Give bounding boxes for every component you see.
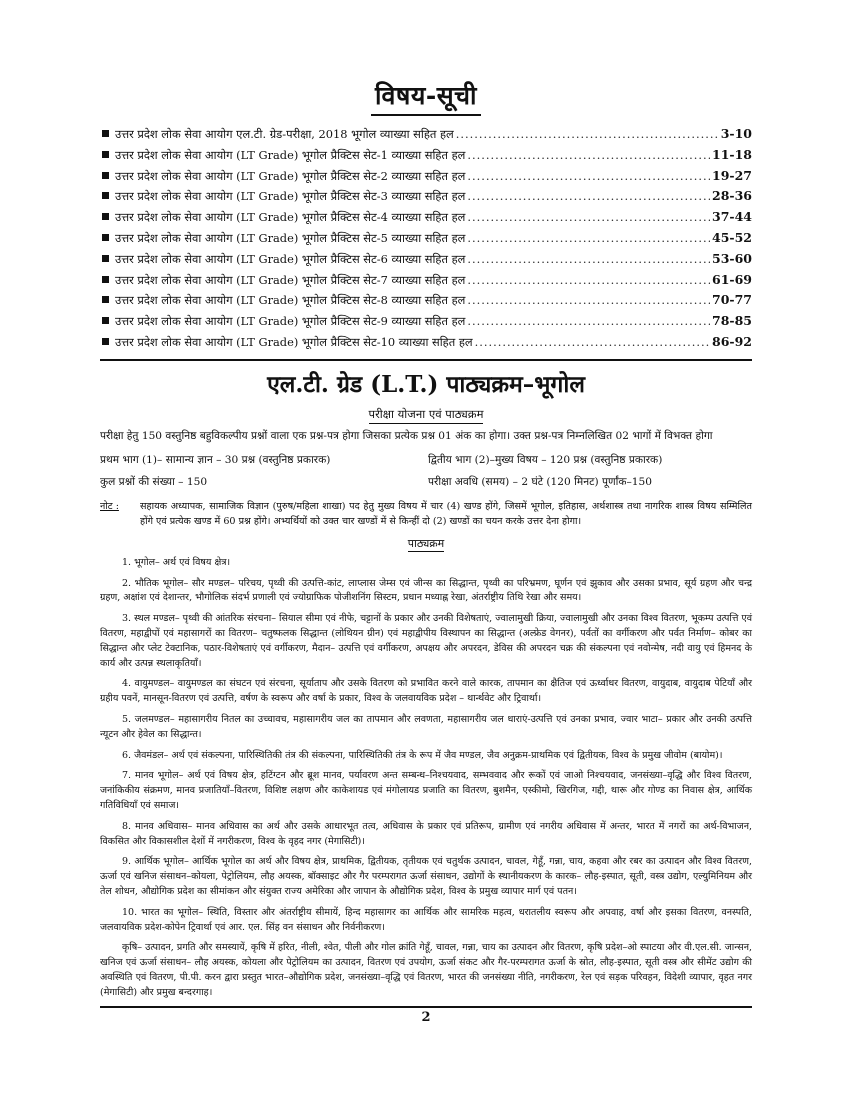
exam-duration: परीक्षा अवधि (समय) – 2 घंटे (120 मिनट) पूर्णांक–150 — [428, 475, 653, 488]
toc-item-title: उत्तर प्रदेश लोक सेवा आयोग (LT Grade) भूगोल प्रैक्टिस सेट-5 व्याख्या सहित हल — [115, 230, 466, 245]
toc-item-title: उत्तर प्रदेश लोक सेवा आयोग (LT Grade) भूगोल प्रैक्टिस सेट-3 व्याख्या सहित हल — [115, 189, 466, 204]
toc-item — [100, 124, 752, 145]
toc-item-pages: 86-92 — [712, 333, 752, 349]
toc-leader-dots — [475, 333, 710, 353]
square-bullet-icon — [102, 130, 109, 137]
toc-item-pages: 3-10 — [720, 126, 752, 141]
scheme-heading: परीक्षा योजना एवं पाठ्यक्रम — [369, 407, 484, 424]
toc-leader-dots — [467, 312, 710, 332]
note-text: सहायक अध्यापक, सामाजिक विज्ञान (पुरुष/महिला शाखा) पद हेतु मुख्य विषय में चार (4) खण्ड होंगे, जिसमें भूगोल, इतिहास, अर्थशास्त्र तथा नागरिक शास्त्र विषय सम्मिलित होंगे एवं प्रत्येक खण्ड में 60 प्रश्न होंगे। अभ्यर्थियों को उक्त चार खण्डों में से किन्हीं दो (2) खण्डों का चयन करके उत्तर देना होगा। — [140, 500, 752, 528]
toc-item-title: उत्तर प्रदेश लोक सेवा आयोग (LT Grade) भूगोल प्रैक्टिस सेट-7 व्याख्या सहित हल — [115, 272, 466, 287]
toc-item-pages: 45-52 — [712, 229, 752, 245]
syllabus-title: एल.टी. ग्रेड (L.T.) पाठ्यक्रम–भूगोल — [267, 370, 585, 398]
toc-item — [100, 270, 752, 291]
square-bullet-icon — [102, 213, 109, 220]
exam-intro: परीक्षा हेतु 150 वस्तुनिष्ठ बहुविकल्पीय प्रश्नों वाला एक प्रश्न-पत्र होगा जिसका प्रत्येक प्रश्न 01 अंक का होगा। उक्त प्रश्न-पत्र निम्नलिखित 02 भागों में विभक्त होगा — [100, 429, 713, 442]
square-bullet-icon — [102, 338, 109, 345]
syllabus-section: 3. स्थल मण्डल– पृथ्वी की आंतरिक संरचना– सियाल सीमा एवं नीफे, चट्टानों के प्रकार और उनकी विशेषताएं, ज्वालामुखी क्रिया, ज्वालामुखी और उनका विश्व वितरण, भूकम्प उत्पत्ति एवं वितरण, महाद्वीपों एवं महासागरों का वितरण– चतुष्फलक सिद्धान्त (लोथियन ग्रीन) एवं महाद्वीपीय विस्थापन का सिद्धान्त (अल्फ्रेड वेगनर), पर्वतों का वर्गीकरण और पर्वत निर्माण– कोबर का सिद्धान्त और प्लेट टेक्टानिक, पठार-विशेषताएं एवं वर्गीकरण, मैदान– उत्पत्ति एवं वर्गीकरण, अपक्षय और अपरदन, डेविस की अपरदन चक्र की संकल्पना एवं नवोन्मेष, नदी वायु एवं हिमनद के कार्य और उत्पन्न स्थलाकृतियाँ। — [100, 613, 752, 669]
exam-totals-row — [100, 471, 752, 493]
syllabus-section: 10. भारत का भूगोल– स्थिति, विस्तार और अंतर्राष्ट्रीय सीमायें, हिन्द महासागर का आर्थिक और सामरिक महत्व, धरातलीय स्वरूप और अपवाह, वर्षा और इसका वितरण, वनस्पति, जलवायविक प्रदेश-कोपेन ट्रिवार्था एवं आर. एल. सिंह वन संसाधन और निर्वनीकरण। — [100, 906, 752, 933]
toc-item-pages: 37-44 — [712, 209, 752, 225]
syllabus-section: 4. वायुमण्डल– वायुमण्डल का संघटन एवं संरचना, सूर्याताप और उसके वितरण को प्रभावित करने वाले कारक, तापमान का क्षैतिज एवं ऊर्ध्वाधर वितरण, वायुदाब, वायुदाब पेटियाँ और ग्रहीय पवनें, मानसून-वितरण एवं उत्पत्ति, वर्षण के स्वरूप और वर्षा के प्रकार, विश्व के जलवायविक प्रदेश – थार्न्थवेट और ट्रिवार्था। — [100, 678, 752, 705]
toc-title: विषय-सूची — [371, 78, 481, 116]
toc-item — [100, 207, 752, 228]
square-bullet-icon — [102, 192, 109, 199]
toc-item-pages: 11-18 — [712, 146, 752, 162]
syllabus-section: 1. भूगोल– अर्थ एवं विषय क्षेत्र। — [122, 556, 231, 568]
toc-item-pages: 78-85 — [712, 313, 752, 329]
toc-leader-dots — [456, 125, 719, 145]
toc-item-pages: 19-27 — [712, 167, 752, 183]
syllabus-section: 5. जलमण्डल– महासागरीय नितल का उच्चावच, महासागरीय जल का तापमान और लवणता, महासागरीय जल धाराएं-उत्पत्ति एवं उनका प्रभाव, ज्वार भाटा– प्रकार और उनकी उत्पत्ति न्यूटन और हेवेल का सिद्धान्त। — [100, 713, 752, 740]
toc-item — [100, 332, 752, 353]
note-block — [100, 499, 752, 530]
square-bullet-icon — [102, 234, 109, 241]
toc-item-title: उत्तर प्रदेश लोक सेवा आयोग (LT Grade) भूगोल प्रैक्टिस सेट-1 व्याख्या सहित हल — [115, 147, 466, 162]
syllabus-heading: पाठ्यक्रम — [407, 536, 445, 550]
square-bullet-icon — [102, 296, 109, 303]
syllabus-section: कृषि– उत्पादन, प्रगति और समस्यायें, कृषि में हरित, नीली, श्वेत, पीली और गोल क्रांति गेहूँ, चावल, गन्ना, चाय का उत्पादन और वितरण, कृषि प्रदेश–ओ स्पाटया और वी.एल.सी. जान्सन, खनिज एवं ऊर्जा संसाधन– लौह अयस्क, कोयला और पेट्रोलियम का उत्पादन, वितरण एवं उपयोग, ऊर्जा संकट और गैर-परम्परागत ऊर्जा के स्रोत, लौह-इस्पात, सूती वस्त्र और सीमेंट उद्योग की अवस्थिति एवं वितरण, पी.पी. करन द्वारा प्रस्तुत भारत–औद्योगिक प्रदेश, जनसंख्या–वृद्धि एवं वितरण, भारत की जनसंख्या नीति, नगरीकरण, रेल एवं सड़क परिवहन, विदेशी व्यापार, वृहत नगर (मेगासिटी) और प्रमुख बन्दरगाह। — [100, 942, 752, 998]
toc-item — [100, 249, 752, 270]
toc-item-pages: 53-60 — [712, 250, 752, 266]
toc-leader-dots — [467, 291, 710, 311]
syllabus-section: 2. भौतिक भूगोल– सौर मण्डल– परिचय, पृथ्वी की उत्पत्ति-कांट, लाप्लास जेम्स एवं जीन्स का सिद्धान्त, पृथ्वी का परिभ्रमण, घूर्णन एवं झुकाव और उसका प्रभाव, सूर्य ग्रहण और चन्द्र ग्रहण, अक्षांश एवं देशान्तर, भौगोलिक संदर्भ प्रणाली एवं ज्योग्राफिक पोजीशनिंग सिस्टम, प्रधान मध्याह्न रेखा, अंतर्राष्ट्रीय तिथि रेखा और समय। — [100, 577, 752, 604]
toc-item-title: उत्तर प्रदेश लोक सेवा आयोग (LT Grade) भूगोल प्रैक्टिस सेट-10 व्याख्या सहित हल — [115, 334, 473, 349]
toc-leader-dots — [467, 271, 710, 291]
toc-item — [100, 228, 752, 249]
toc-item — [100, 290, 752, 311]
part-one: प्रथम भाग (1)– सामान्य ज्ञान – 30 प्रश्न (वस्तुनिष्ठ प्रकारक) — [100, 453, 331, 466]
square-bullet-icon — [102, 317, 109, 324]
footer-divider — [100, 1006, 752, 1008]
scheme-heading-wrap — [100, 403, 752, 424]
part-two: द्वितीय भाग (2)–मुख्य विषय – 120 प्रश्न (वस्तुनिष्ठ प्रकारक) — [428, 453, 663, 466]
syllabus-sections — [100, 556, 752, 1001]
toc-leader-dots — [467, 208, 710, 228]
document-page — [100, 78, 752, 1025]
total-questions: कुल प्रश्नों की संख्या – 150 — [100, 475, 208, 488]
toc-item — [100, 166, 752, 187]
toc-item-title: उत्तर प्रदेश लोक सेवा आयोग (LT Grade) भूगोल प्रैक्टिस सेट-9 व्याख्या सहित हल — [115, 314, 466, 329]
syllabus-section: 7. मानव भूगोल– अर्थ एवं विषय क्षेत्र, हटिंग्टन और ब्रूश मानव, पर्यावरण अन्त सम्बन्ध–निश्चयवाद, सम्भववाद और रूकों एवं जाओ निश्चयवाद, जनसंख्या–वृद्धि और विश्व वितरण, जनांकिकीय संक्रमण, मानव प्रजातियाँ–वितरण, विशिष्ट लक्षण और काकेशायड एवं मंगोलायड प्रजाति का वितरण, बुशमैन, एस्कीमो, खिरगिज, गद्दी, थारू और गोण्ड का निवास क्षेत्र, आर्थिक गतिविधियाँ एवं समाज। — [100, 770, 752, 811]
exam-parts-row — [100, 449, 752, 471]
toc-item-pages: 28-36 — [712, 188, 752, 204]
toc-item-pages: 70-77 — [712, 292, 752, 308]
toc-item-title: उत्तर प्रदेश लोक सेवा आयोग (LT Grade) भूगोल प्रैक्टिस सेट-8 व्याख्या सहित हल — [115, 293, 466, 308]
syllabus-section: 9. आर्थिक भूगोल– आर्थिक भूगोल का अर्थ और विषय क्षेत्र, प्राथमिक, द्वितीयक, तृतीयक एवं चतुर्थक उत्पादन, चावल, गेहूँ, गन्ना, चाय, कहवा और रबर का उत्पादन और विश्व वितरण, ऊर्जा एवं खनिज संसाधन–कोयला, पेट्रोलियम, लौह अयस्क, बॉक्साइट और गैर परम्परागत ऊर्जा संसाधन, उद्योगों के स्थानीयकरण के कारक– लौह-इस्पात, सूती, वस्त्र उद्योग, एल्युमिनियम और तेल शोधन, औद्योगिक प्रदेश का सीमांकन और संयुक्त राज्य अमेरिका और जापान के औद्योगिक प्रदेश, विश्व के प्रमुख व्यापार मार्ग एवं पतन। — [100, 856, 752, 897]
toc-header — [100, 78, 752, 116]
syllabus-section: 6. जैवमंडल– अर्थ एवं संकल्पना, पारिस्थितिकी तंत्र की संकल्पना, पारिस्थितिकी तंत्र के रूप में जैव मण्डल, जैव अनुक्रम-प्राथमिक एवं द्वितीयक, विश्व के प्रमुख जीवोम (बायोम)। — [122, 749, 723, 761]
square-bullet-icon — [102, 276, 109, 283]
toc-divider — [100, 359, 752, 361]
toc-item — [100, 145, 752, 166]
square-bullet-icon — [102, 255, 109, 262]
page-number: 2 — [421, 1010, 431, 1026]
toc-item-pages: 61-69 — [712, 271, 752, 287]
toc-item — [100, 186, 752, 207]
toc-leader-dots — [467, 187, 710, 207]
square-bullet-icon — [102, 151, 109, 158]
toc-leader-dots — [467, 229, 710, 249]
toc-item — [100, 311, 752, 332]
toc-item-title: उत्तर प्रदेश लोक सेवा आयोग एल.टी. ग्रेड-परीक्षा, 2018 भूगोल व्याख्या सहित हल — [115, 127, 454, 141]
toc-list — [100, 124, 752, 353]
note-label: नोट : — [100, 500, 119, 512]
toc-item-title: उत्तर प्रदेश लोक सेवा आयोग (LT Grade) भूगोल प्रैक्टिस सेट-4 व्याख्या सहित हल — [115, 210, 466, 225]
toc-item-title: उत्तर प्रदेश लोक सेवा आयोग (LT Grade) भूगोल प्रैक्टिस सेट-6 व्याख्या सहित हल — [115, 251, 466, 266]
toc-leader-dots — [467, 167, 710, 187]
toc-item-title: उत्तर प्रदेश लोक सेवा आयोग (LT Grade) भूगोल प्रैक्टिस सेट-2 व्याख्या सहित हल — [115, 168, 466, 183]
syllabus-section: 8. मानव अधिवास– मानव अधिवास का अर्थ और उसके आधारभूत तत्व, अधिवास के प्रकार एवं प्रतिरूप, ग्रामीण एवं नगरीय अधिवास में अन्तर, भारत में नगरों का अर्थ-विभाजन, विकसित और विकासशील देशों में नगरीकरण, विश्व के वृहद नगर (मेगासिटी)। — [100, 820, 752, 847]
square-bullet-icon — [102, 172, 109, 179]
syllabus-heading-wrap — [100, 532, 752, 552]
toc-leader-dots — [467, 146, 710, 166]
toc-leader-dots — [467, 250, 710, 270]
